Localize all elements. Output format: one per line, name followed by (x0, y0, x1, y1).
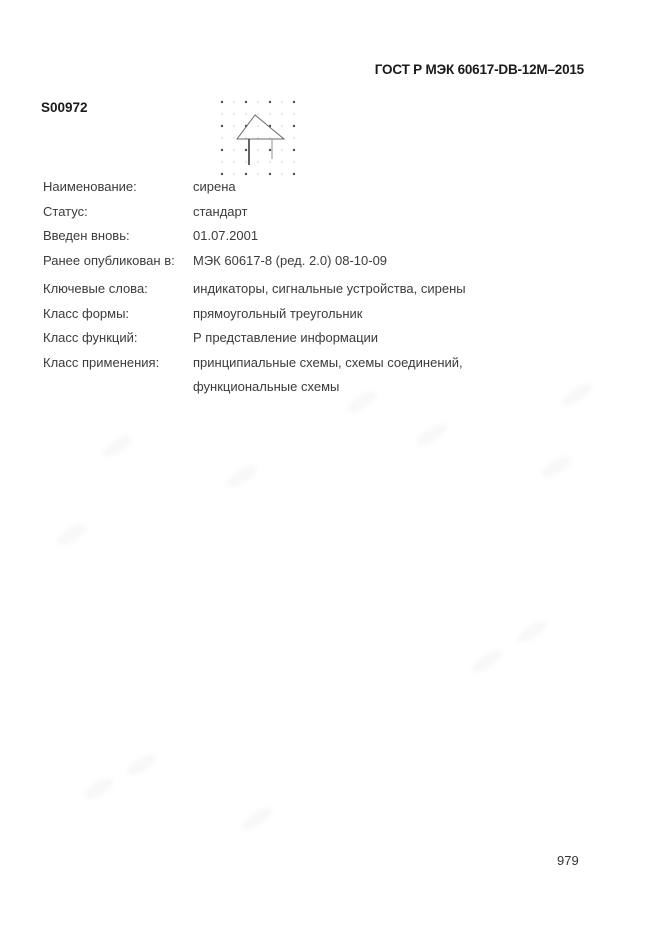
field-value: индикаторы, сигнальные устройства, сирены (193, 281, 466, 296)
siren-triangle-shape (237, 115, 284, 139)
field-row-name (43, 175, 387, 200)
field-label: Ключевые слова: (43, 281, 148, 296)
field-row-previously-published (43, 249, 387, 274)
scan-artifact (514, 617, 550, 646)
field-row-status (43, 200, 387, 225)
field-group-primary (43, 175, 387, 273)
siren-symbol-graphic (220, 97, 302, 179)
field-label: Ранее опубликован в: (43, 252, 175, 268)
field-value: МЭК 60617-8 (ред. 2.0) 08-10-09 (193, 252, 388, 268)
field-value: 01.07.2001 (193, 228, 259, 244)
scan-artifact (559, 380, 595, 409)
field-value: сирена (193, 179, 236, 194)
field-label: Наименование: (43, 179, 137, 194)
field-label: Введен вновь: (43, 228, 130, 244)
field-label: Класс формы: (43, 305, 130, 321)
scan-artifact (81, 774, 117, 803)
field-row-keywords (43, 277, 493, 302)
scan-artifact (99, 432, 135, 461)
field-row-function-class (43, 326, 493, 351)
scan-artifact (469, 647, 505, 676)
scan-artifact (414, 420, 450, 449)
field-row-introduced (43, 224, 387, 249)
scan-artifact (539, 452, 575, 481)
document-header-title: ГОСТ Р МЭК 60617-DB-12M–2015 (374, 62, 584, 77)
field-value: прямоугольный треугольник (193, 305, 363, 321)
page-number: 979 (557, 853, 579, 868)
field-row-shape-class (43, 302, 493, 327)
scan-artifact (124, 750, 160, 779)
field-value: принципиальные схемы, схемы соединений, функциональные схемы (193, 354, 463, 395)
scan-artifact (54, 520, 90, 549)
field-value: стандарт (193, 203, 248, 219)
field-label: Класс функций: (43, 330, 138, 346)
field-label: Класс применения: (43, 354, 160, 370)
field-row-application-class (43, 351, 493, 400)
scan-artifact (239, 804, 275, 833)
field-value: Р представление информации (193, 330, 379, 346)
field-group-classification (43, 277, 493, 400)
field-label: Статус: (43, 203, 88, 219)
scan-artifact (224, 462, 260, 491)
symbol-id: S00972 (41, 100, 88, 115)
